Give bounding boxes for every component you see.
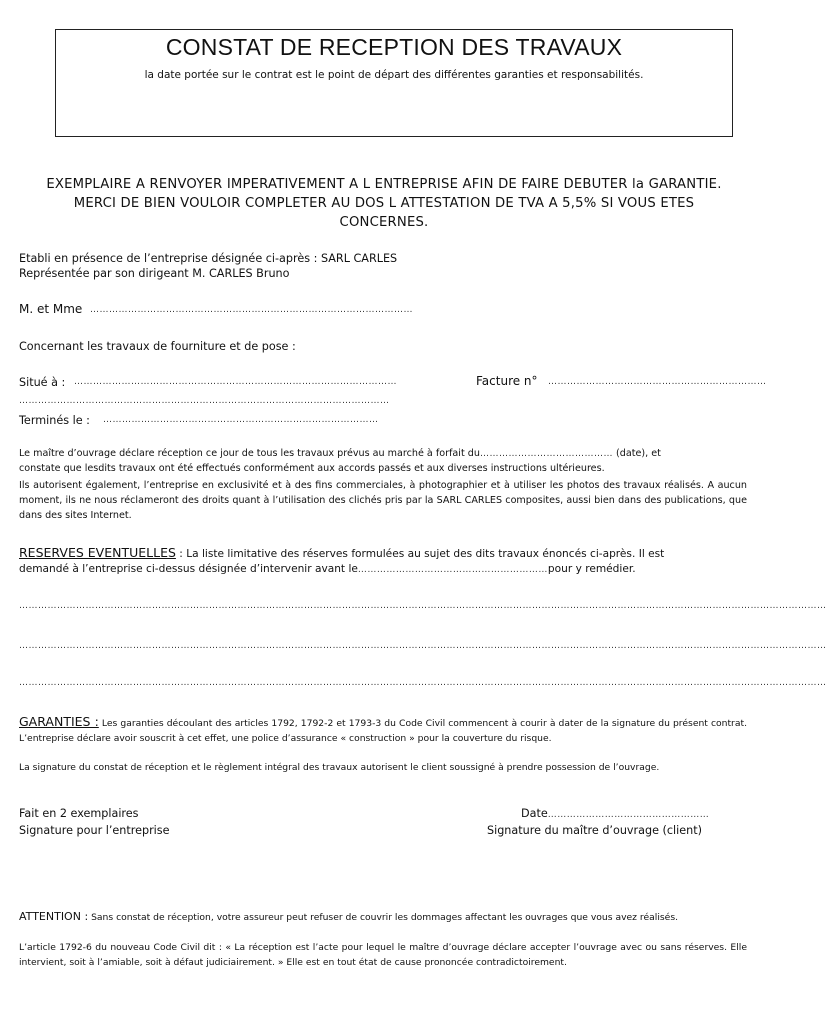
reserves-field-1[interactable]: ………………………………………………………………………………………………………………………………………………………………………………………………………………………………… (19, 601, 827, 611)
document-subtitle: la date portée sur le contrat est le point de départ des différentes garanties et responsabilités. (144, 69, 644, 81)
reserves-remedy-text: pour y remédier. (547, 563, 636, 575)
date-label: Date (521, 807, 548, 820)
completed-label: Terminés le : (19, 414, 90, 427)
company-line: Etabli en présence de l’entreprise désignée ci-après : SARL CARLES (19, 252, 398, 265)
declaration-date-hint: (date), et (616, 448, 661, 459)
declaration-line-2: constate que lesdits travaux ont été effectués conformément aux accords passés et aux diverses instructions ultérieures. (19, 463, 605, 474)
reserves-deadline-field[interactable]: …………………………………………………… (357, 565, 548, 575)
photo-authorization: Ils autorisent également, l’entreprise en exclusivité et à des fins commerciales, à photographier et à utiliser les photos des travaux réalisés. A aucun moment, ils ne nous réclameront des droits quant à l’utilisation des clichés pris par la SARL CARLES composites, aussi bien dans des publications, que dans des sites Internet. (19, 480, 747, 521)
article-paragraph: L’article 1792-6 du nouveau Code Civil dit : « La réception est l’acte pour lequel le maître d’ouvrage déclare accepter l’ouvrage avec ou sans réserves. Elle intervient, soit à l’amiable, soit à défaut judiciairement. » Elle est en tout état de cause prononcée contradictoirement. (19, 942, 747, 968)
reserves-heading: RESERVES EVENTUELLES (19, 545, 176, 560)
reserves-deadline-text: demandé à l’entreprise ci-dessus désignée d’intervenir avant le (19, 563, 358, 575)
contract-date-field[interactable]: …………………………………… (479, 449, 613, 459)
date-field[interactable]: …………………………………………… (547, 810, 710, 820)
location-label: Situé à : (19, 376, 66, 389)
date-row (521, 806, 709, 823)
location-field[interactable]: ………………………………………………………………………………………… (74, 377, 397, 387)
invoice-field[interactable]: …………………………………………………………… (548, 377, 767, 387)
reserves-field-3[interactable]: ………………………………………………………………………………………………………………………………………………………………………………………………………………………………… (19, 678, 827, 688)
copies-label: Fait en 2 exemplaires (19, 807, 139, 820)
reserves-line-1 (19, 545, 747, 562)
reserves-field-2[interactable]: ………………………………………………………………………………………………………………………………………………………………………………………………………………………………… (19, 641, 827, 651)
garanties-heading: GARANTIES : (19, 714, 99, 729)
declaration-text: Le maître d’ouvrage déclare réception ce jour de tous les travaux prévus au marché à forfait du (19, 448, 480, 459)
completed-field[interactable]: …………………………………………………………………………… (103, 415, 379, 425)
representative-line: Représentée par son dirigeant M. CARLES Bruno (19, 267, 290, 280)
document-title: CONSTAT DE RECEPTION DES TRAVAUX (165, 34, 623, 60)
return-notice: EXEMPLAIRE A RENVOYER IMPERATIVEMENT A L ENTREPRISE AFIN DE FAIRE DEBUTER la GARANTIE. MERCI DE BIEN VOULOIR COMPLETER AU DOS L ATTESTATION DE TVA A 5,5% SI VOUS ETES CONCERNES. (46, 177, 722, 230)
client-signature-label: Signature du maître d’ouvrage (client) (487, 824, 702, 837)
company-signature-label: Signature pour l’entreprise (19, 824, 170, 837)
garanties-paragraph (19, 714, 747, 746)
declaration-line-1 (19, 446, 661, 462)
client-label: M. et Mme (19, 302, 83, 316)
invoice-label: Facture n° (476, 374, 538, 388)
attention-heading: ATTENTION : (19, 910, 89, 923)
works-label: Concernant les travaux de fourniture et de pose : (19, 340, 296, 353)
client-field[interactable]: ………………………………………………………………………………………… (90, 305, 413, 315)
attention-paragraph (19, 909, 747, 925)
possession-paragraph: La signature du constat de réception et le règlement intégral des travaux autorisent le client soussigné à prendre possession de l’ouvrage. (19, 762, 660, 773)
reserves-line-2 (19, 562, 636, 578)
location-field-2[interactable]: ……………………………………………………………………………………………………… (19, 396, 390, 406)
garanties-text: Les garanties découlant des articles 1792, 1792-2 et 1793-3 du Code Civil commencent à courir à dater de la signature du présent contrat. L’entreprise déclare avoir souscrit à cet effet, une police d’assurance « construction » pour la couverture du risque. (19, 718, 747, 744)
reserves-text: : La liste limitative des réserves formulées au sujet des dits travaux énoncés ci-après. Il est (175, 548, 665, 560)
attention-text: Sans constat de réception, votre assureur peut refuser de couvrir les dommages affectant les ouvrages que vous avez réalisés. (88, 912, 679, 923)
